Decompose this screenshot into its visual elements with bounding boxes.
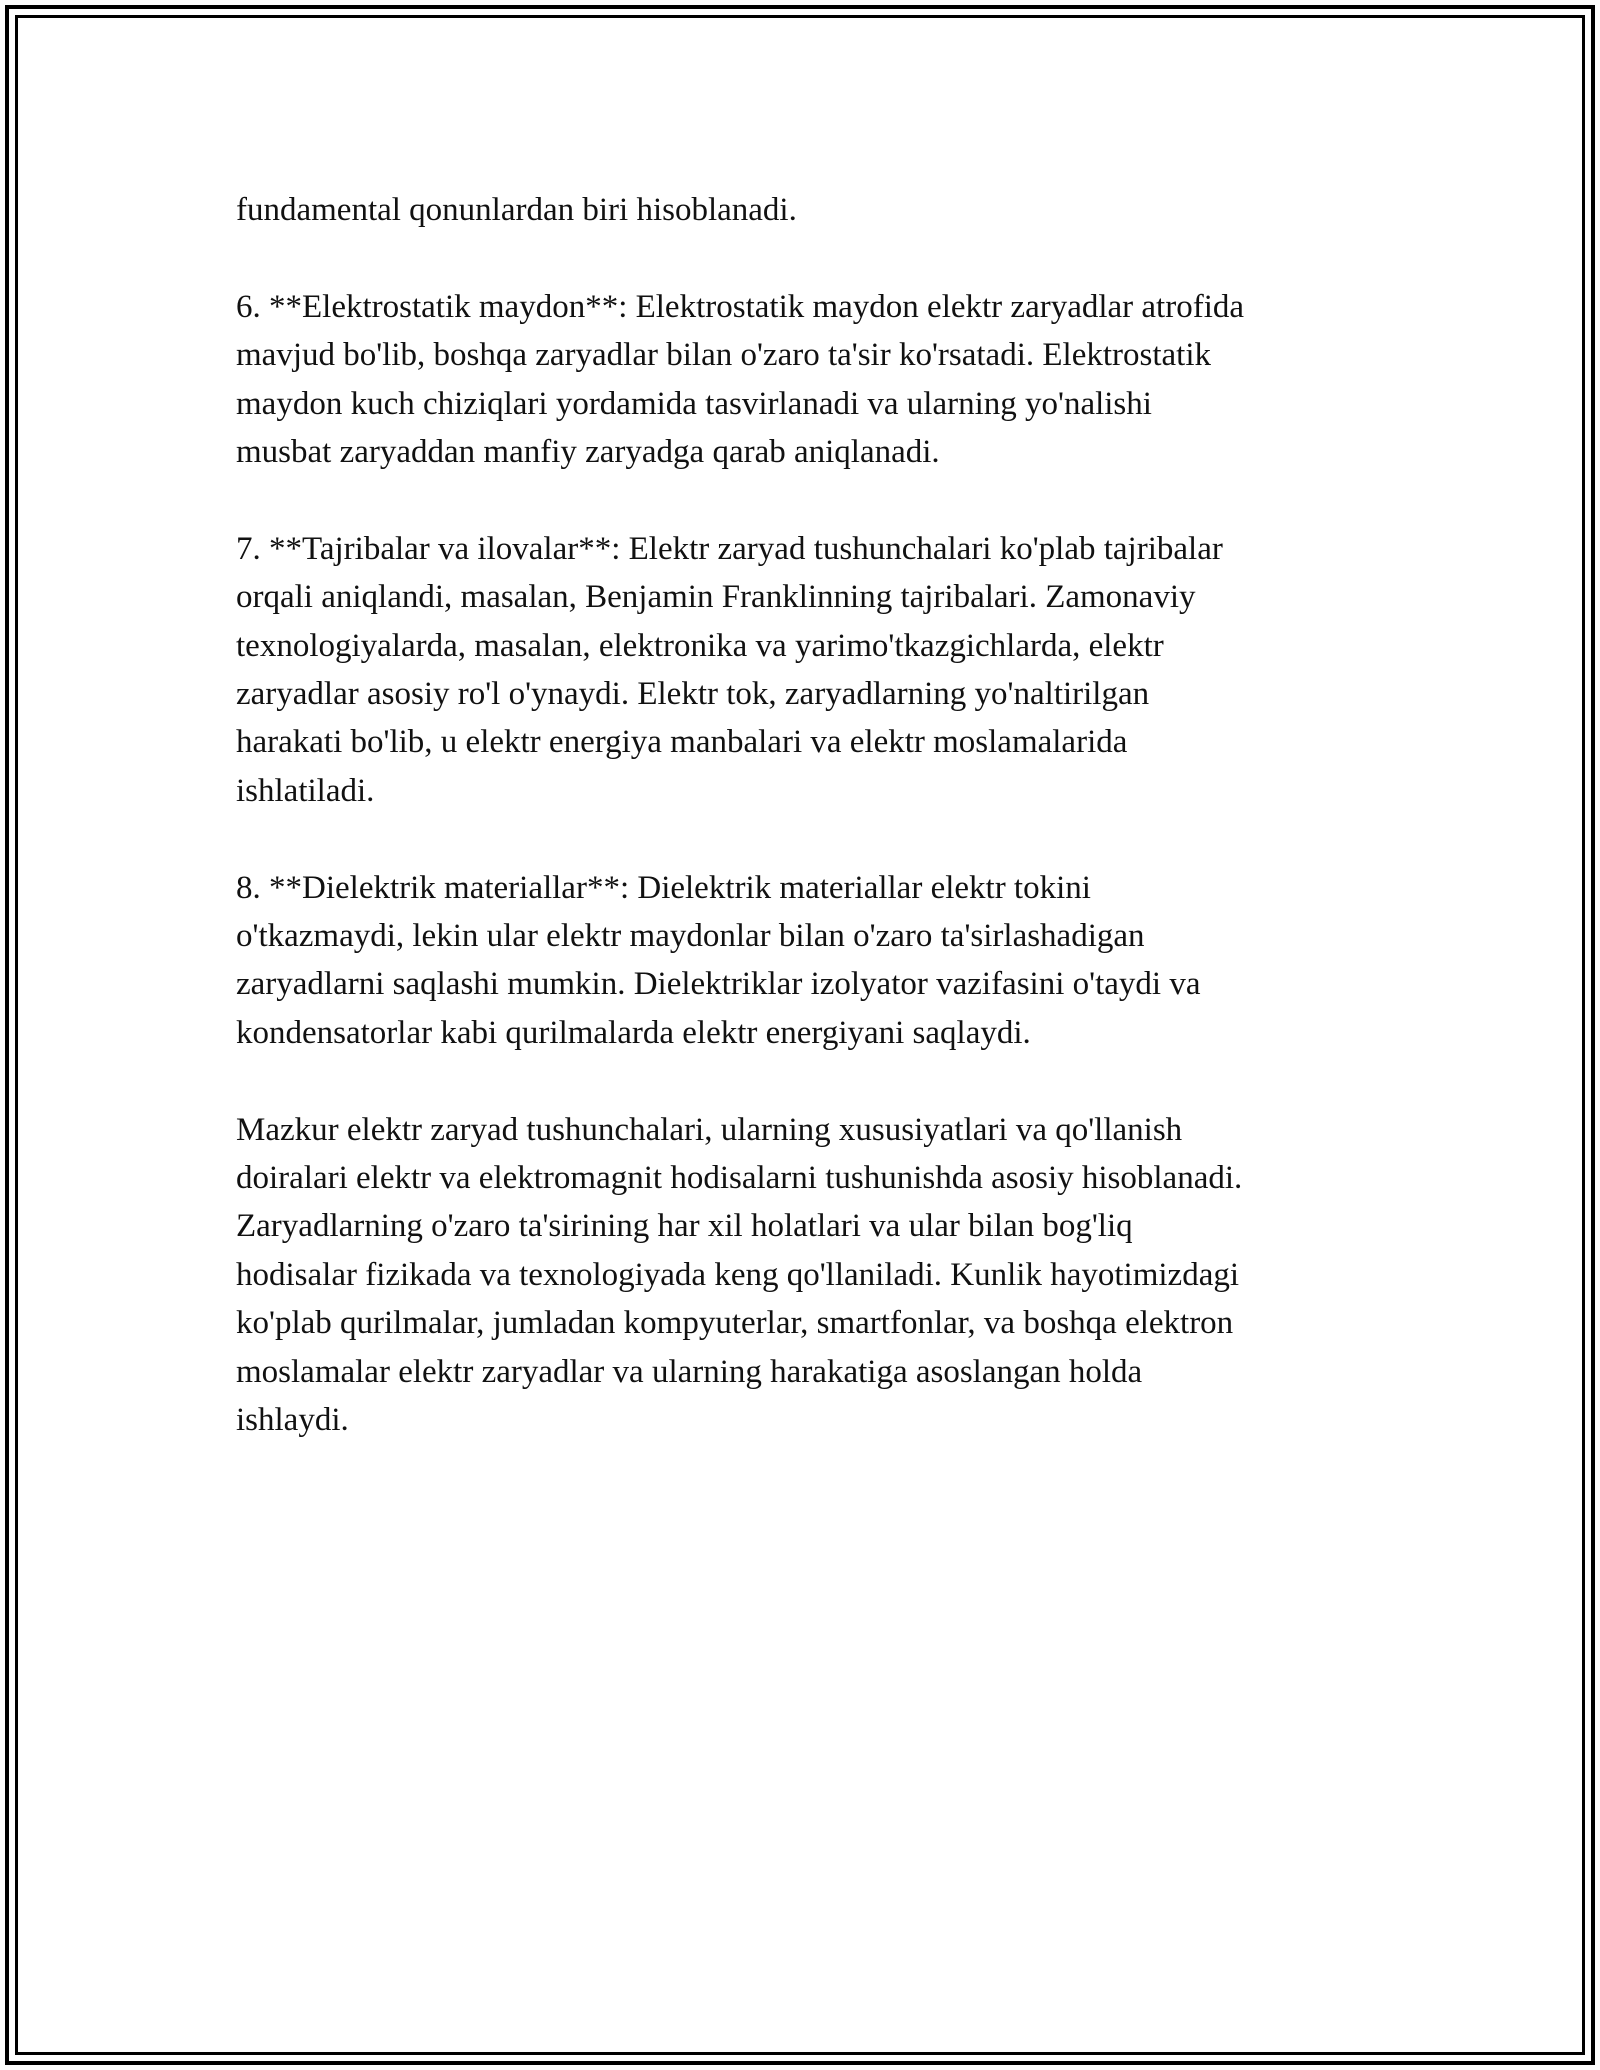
text-line: texnologiyalarda, masalan, elektronika va yarimo'tkazgichlarda, elektr (236, 627, 1164, 664)
text-line: Zaryadlarning o'zaro ta'sirining har xil holatlari va ular bilan bog'liq (236, 1208, 1133, 1245)
text-line: ishlaydi. (236, 1402, 349, 1439)
text-line: maydon kuch chiziqlari yordamida tasvirlanadi va ularning yo'nalishi (236, 385, 1152, 422)
text-line: ishlatiladi. (236, 772, 375, 809)
text-line: kondensatorlar kabi qurilmalarda elektr energiyani saqlaydi. (236, 1014, 1031, 1051)
paragraph-conclusion (236, 1106, 1376, 1445)
paragraph-item-8 (236, 864, 1376, 1058)
text-line: o'tkazmaydi, lekin ular elektr maydonlar bilan o'zaro ta'sirlashadigan (236, 918, 1145, 955)
text-line: zaryadlarni saqlashi mumkin. Dielektriklar izolyator vazifasini o'taydi va (236, 966, 1201, 1003)
text-line: moslamalar elektr zaryadlar va ularning harakatiga asoslangan holda (236, 1353, 1143, 1390)
paragraph-item-7 (236, 525, 1376, 815)
text-line: 6. **Elektrostatik maydon**: Elektrostatik maydon elektr zaryadlar atrofida (236, 288, 1245, 325)
paragraph-intro-continuation (236, 186, 1376, 234)
text-line: doiralari elektr va elektromagnit hodisalarni tushunishda asosiy hisoblanadi. (236, 1160, 1243, 1197)
text-line: zaryadlar asosiy ro'l o'ynaydi. Elektr tok, zaryadlarning yo'naltirilgan (236, 676, 1150, 713)
text-line: fundamental qonunlardan biri hisoblanadi. (236, 192, 797, 228)
document-body (236, 186, 1376, 1493)
text-line: musbat zaryaddan manfiy zaryadga qarab aniqlanadi. (236, 434, 940, 471)
text-line: harakati bo'lib, u elektr energiya manbalari va elektr moslamalarida (236, 724, 1128, 761)
text-line: mavjud bo'lib, boshqa zaryadlar bilan o'zaro ta'sir ko'rsatadi. Elektrostatik (236, 337, 1211, 374)
paragraph-item-6 (236, 283, 1376, 477)
text-line: hodisalar fizikada va texnologiyada keng qo'llaniladi. Kunlik hayotimizdagi (236, 1256, 1240, 1293)
text-line: orqali aniqlandi, masalan, Benjamin Franklinning tajribalari. Zamonaviy (236, 579, 1196, 616)
text-line: ko'plab qurilmalar, jumladan kompyuterlar, smartfonlar, va boshqa elektron (236, 1305, 1234, 1342)
text-line: 7. **Tajribalar va ilovalar**: Elektr zaryad tushunchalari ko'plab tajribalar (236, 530, 1223, 567)
text-line: Mazkur elektr zaryad tushunchalari, ularning xususiyatlari va qo'llanish (236, 1111, 1183, 1148)
text-line: 8. **Dielektrik materiallar**: Dielektrik materiallar elektr tokini (236, 869, 1091, 906)
